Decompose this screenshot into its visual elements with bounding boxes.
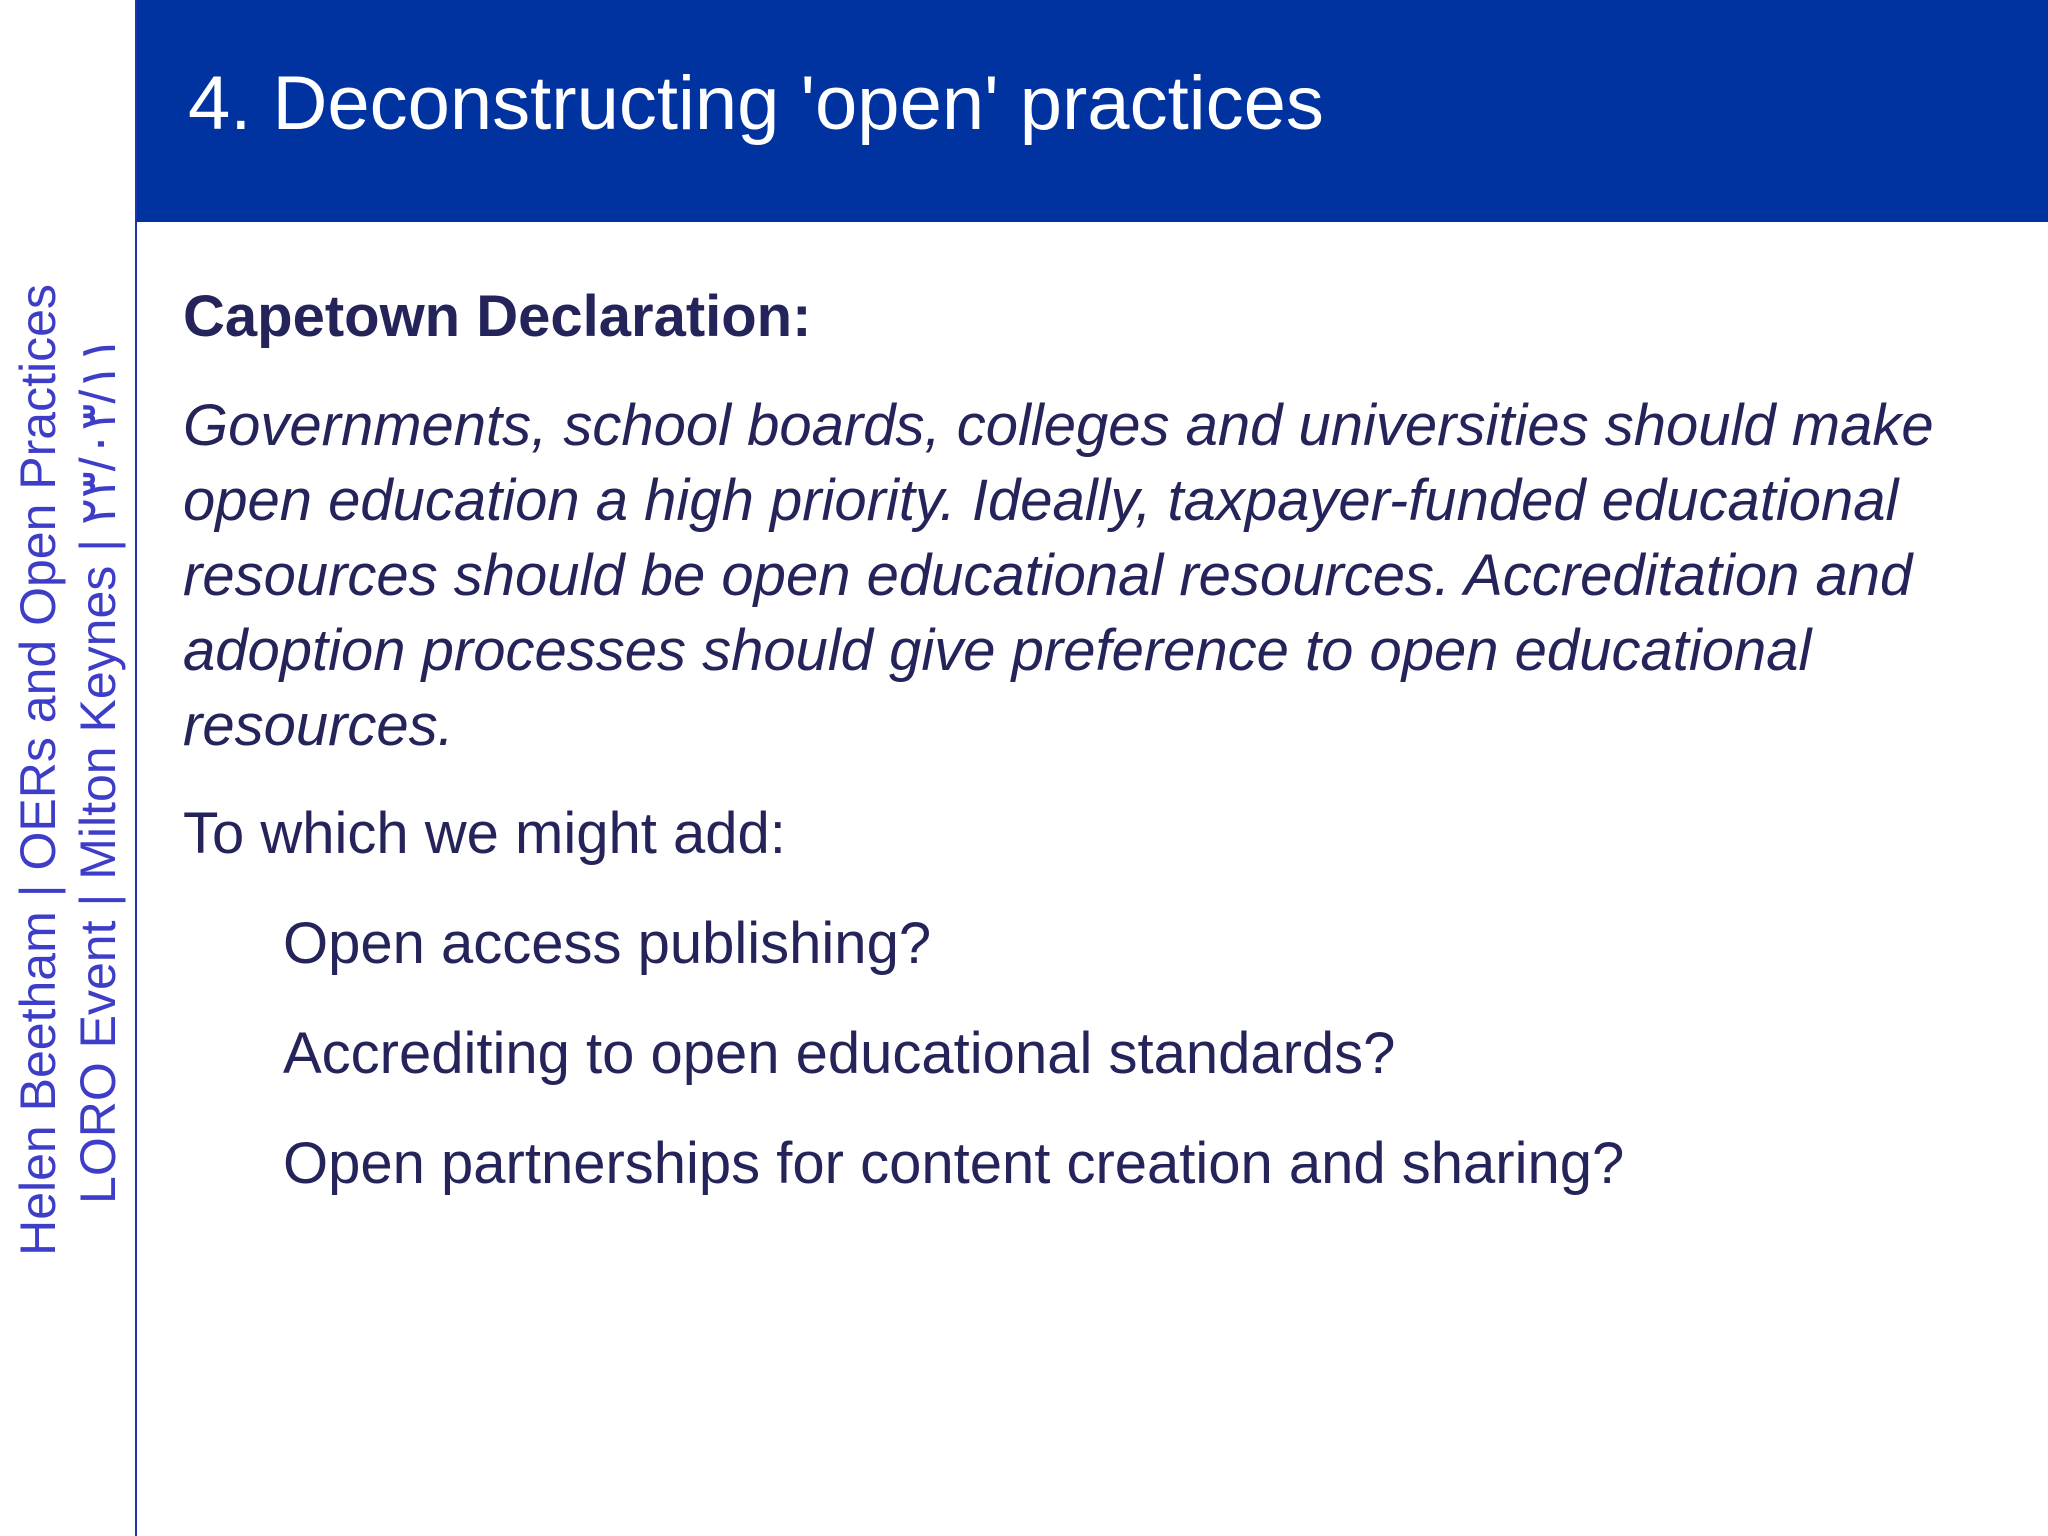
sidebar-author-line: Helen Beetham | OERs and Open Practices (10, 284, 66, 1256)
additions-list (183, 909, 2013, 1199)
declaration-quote: Governments, school boards, colleges and universities should make open education a high priority. Ideally, taxpayer-funded educational resources should be open educational resources. Accreditation and adoption processes should give preference to open educational resources. (183, 393, 1934, 758)
sidebar-event-line: LORO Event | Milton Keynes | ٢٣/٠٣/١١ (70, 336, 126, 1204)
slide-title: 4. Deconstructing 'open' practices (188, 61, 1324, 146)
slide-content (183, 282, 2013, 1199)
content-heading: Capetown Declaration: (183, 284, 812, 349)
list-item: Open partnerships for content creation and sharing? (283, 1131, 1625, 1196)
sidebar-footer (8, 284, 128, 1256)
additions-intro: To which we might add: (183, 801, 786, 866)
list-item: Open access publishing? (283, 911, 932, 976)
sidebar-divider (135, 0, 137, 1536)
list-item: Accrediting to open educational standards? (283, 1021, 1396, 1086)
title-bar (137, 0, 2048, 222)
